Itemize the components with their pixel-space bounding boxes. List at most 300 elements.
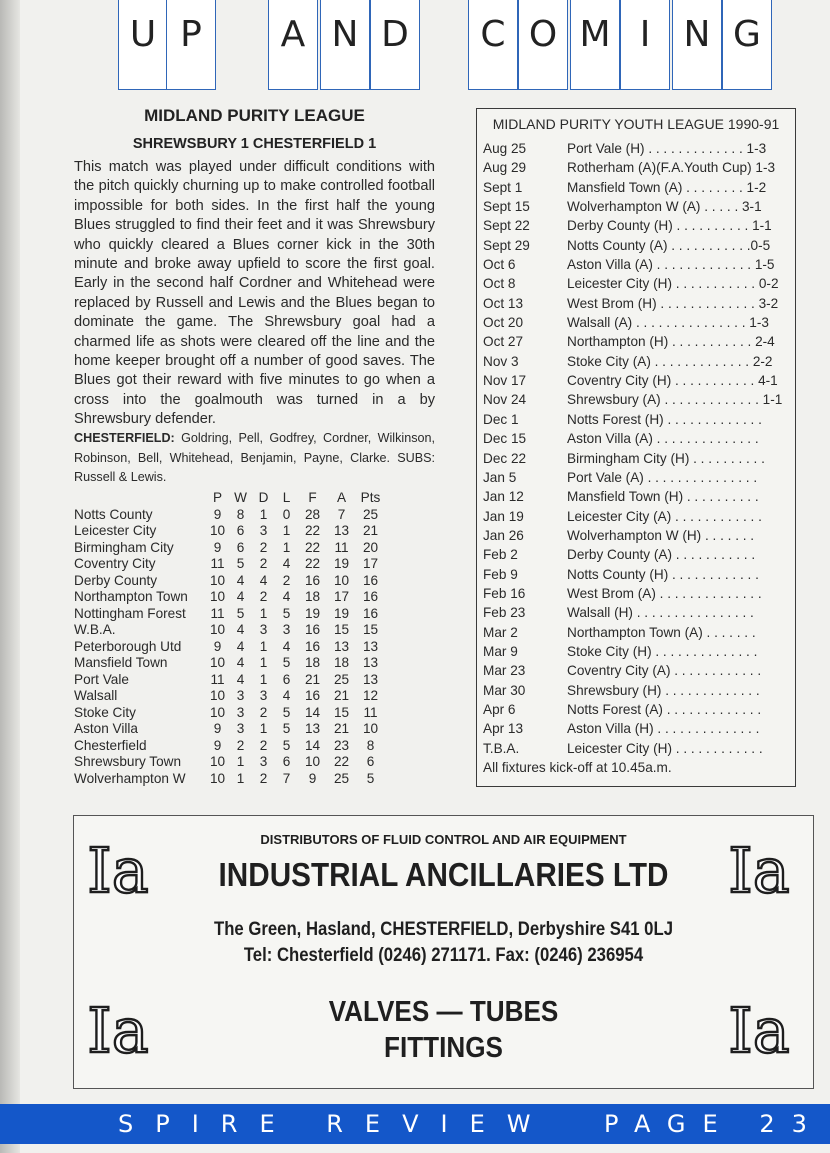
fixture-date: Jan 5 (483, 469, 517, 485)
advert-address: The Green, Hasland, CHESTERFIELD, Derbyshire S41 0LJ (213, 919, 674, 940)
fixture-row (483, 274, 795, 293)
fixture-row (483, 313, 795, 332)
cell-drawn: 2 (259, 737, 268, 753)
heading-letter-box (518, 0, 568, 90)
fixture-date: Aug 25 (483, 141, 527, 156)
cell-drawn: 2 (259, 556, 268, 571)
cell-points: 21 (362, 523, 379, 538)
cell-lost: 5 (282, 721, 291, 736)
fixture-list (483, 139, 795, 775)
cell-drawn: 3 (259, 754, 268, 769)
cell-goals-against: 15 (333, 704, 350, 720)
cell-lost: 4 (282, 589, 291, 604)
fixture-row (483, 487, 795, 506)
cell-goals-against: 10 (333, 572, 350, 588)
table-row (72, 738, 385, 755)
fixture-match: Mansfield Town (A) . . . . . . . . 1-2 (567, 179, 767, 195)
table-row (72, 523, 385, 540)
cell-won: 4 (236, 671, 245, 687)
cell-points: 13 (362, 671, 379, 687)
cell-goals-against: 23 (333, 737, 350, 753)
squad-label: CHESTERFIELD: (74, 431, 175, 445)
table-row (72, 622, 385, 639)
cell-points: 16 (362, 589, 379, 604)
table-row (72, 606, 385, 623)
fixture-match: Notts Forest (A) . . . . . . . . . . . . . (567, 701, 762, 717)
fixture-match: Leicester City (H) . . . . . . . . . . . . (567, 740, 763, 756)
cell-team-name: Shrewsbury Town (74, 754, 182, 769)
cell-lost: 1 (282, 539, 291, 555)
cell-goals-for: 28 (304, 506, 321, 522)
fixture-row (483, 739, 795, 758)
fixture-row (483, 178, 795, 197)
cell-drawn: 3 (259, 523, 268, 538)
cell-goals-against: 21 (333, 688, 350, 703)
cell-lost: 4 (282, 688, 291, 703)
fixture-date: Sept 15 (483, 199, 530, 215)
fixture-match: Stoke City (H) . . . . . . . . . . . . . . (567, 643, 758, 659)
cell-played: 11 (210, 605, 225, 621)
fixture-date: T.B.A. (483, 740, 520, 756)
cell-played: 11 (210, 671, 225, 687)
cell-points: 5 (366, 770, 375, 786)
fixture-date: Nov 17 (483, 373, 527, 389)
squad-players: Goldring, Pell, Godfrey, Cordner, Wilkinson, Robinson, Bell, Whitehead, Benjamin, Payne, Clarke. SUBS: Russell & Lewis. (74, 431, 435, 485)
cell-won: 4 (236, 572, 245, 588)
heading-letter-box (320, 0, 370, 90)
cell-played: 9 (213, 737, 222, 753)
cell-lost: 0 (282, 506, 291, 522)
cell-won: 8 (236, 506, 245, 522)
advert-company-name: INDUSTRIAL ANCILLARIES LTD (218, 856, 669, 893)
cell-points: 16 (362, 572, 379, 588)
fixture-match: Derby County (A) . . . . . . . . . . . (567, 547, 756, 563)
fixture-row (483, 139, 795, 158)
cell-team-name: Stoke City (74, 704, 136, 720)
svg-text:Ia: Ia (728, 838, 790, 900)
table-row (72, 507, 385, 524)
fixture-match: Rotherham (A)(F.A.Youth Cup) 1-3 (567, 160, 776, 176)
fixture-row (483, 390, 795, 409)
fixture-date: Jan 19 (483, 508, 524, 524)
cell-goals-against: 25 (333, 671, 350, 687)
cell-won: 4 (236, 655, 245, 670)
table-row (72, 655, 385, 672)
cell-team-name: Leicester City (74, 523, 157, 538)
fixture-row (483, 584, 795, 603)
cell-goals-for: 14 (304, 704, 321, 720)
ia-logo (85, 838, 151, 900)
match-report: This match was played under difficult conditions with the pitch quickly churning up to make controlled football impossible for both sides. In the first half the young Blues struggled to find their feet and it was Shrewsbury who quickly cleared a Blues corner kick in the 30th minute and broke away upfield to score the first goal. Early in the second half Cordner and Whitehead were replaced by Russell and Lewis and the Blues began to dominate the game. The Shrewsbury goal had a charmed life as shots were cleared off the line and the home keeper brought off a number of good saves. The Blues got their reward with five minutes to go when a cross into the goalmouth was turned in a by Shrewsbury defender. (74, 159, 435, 428)
cell-goals-for: 10 (304, 754, 321, 769)
league-title: MIDLAND PURITY LEAGUE (144, 106, 365, 125)
cell-team-name: Aston Villa (74, 721, 138, 736)
fixture-match: Northampton Town (A) . . . . . . . (567, 624, 756, 640)
fixture-match: Notts Forest (H) . . . . . . . . . . . . . (567, 411, 762, 427)
table-row (72, 705, 385, 722)
cell-goals-for: 21 (304, 671, 321, 687)
cell-won: 1 (236, 770, 245, 786)
fixture-match: Aston Villa (H) . . . . . . . . . . . . . . (567, 721, 760, 737)
fixture-match: Birmingham City (H) . . . . . . . . . . (567, 450, 765, 466)
heading-letter-box (570, 0, 620, 90)
ia-logo (85, 998, 151, 1060)
fixture-date: Aug 29 (483, 160, 527, 176)
cell-drawn: 3 (259, 688, 268, 703)
cell-goals-for: 16 (304, 622, 321, 637)
cell-goals-against: 19 (333, 556, 350, 571)
fixture-row (483, 661, 795, 680)
cell-lost: 5 (282, 605, 291, 621)
cell-played: 10 (209, 704, 226, 720)
cell-lost: 6 (282, 671, 291, 687)
cell-played: 9 (213, 721, 222, 736)
header-against: A (336, 490, 347, 505)
heading-letter: P (180, 14, 202, 55)
cell-drawn: 1 (259, 605, 268, 621)
fixture-match: Northampton (H) . . . . . . . . . . . 2-4 (567, 334, 775, 350)
cell-won: 4 (236, 638, 245, 654)
heading-letter: G (733, 14, 761, 55)
heading-letter: U (129, 14, 157, 55)
fixture-date: Oct 6 (483, 257, 516, 273)
fixture-match: West Brom (A) . . . . . . . . . . . . . . (567, 585, 762, 601)
fixture-row (483, 565, 795, 584)
fixture-date: Feb 2 (483, 547, 518, 563)
cell-team-name: Mansfield Town (74, 655, 168, 670)
cell-played: 10 (209, 622, 226, 637)
fixture-row (483, 449, 795, 468)
cell-goals-against: 21 (333, 721, 350, 736)
cell-drawn: 2 (259, 539, 268, 555)
cell-lost: 5 (282, 655, 291, 670)
fixture-date: Mar 30 (483, 682, 526, 698)
cell-played: 10 (209, 754, 226, 769)
cell-team-name: Peterborough Utd (74, 638, 182, 654)
cell-won: 6 (236, 523, 245, 538)
cell-points: 25 (362, 506, 379, 522)
cell-lost: 4 (282, 556, 291, 571)
fixture-match: Walsall (H) . . . . . . . . . . . . . . . . (567, 605, 754, 621)
cell-goals-against: 19 (333, 605, 350, 621)
cell-lost: 3 (282, 622, 291, 637)
cell-goals-against: 18 (333, 655, 350, 670)
fixture-match: Stoke City (A) . . . . . . . . . . . . . 2-2 (567, 353, 773, 369)
header-played: P (212, 490, 223, 505)
heading-letter-box (620, 0, 670, 90)
cell-points: 6 (366, 754, 375, 769)
cell-lost: 4 (282, 638, 291, 654)
fixture-row (483, 197, 795, 216)
fixture-match: Shrewsbury (A) . . . . . . . . . . . . . 1-1 (567, 392, 783, 408)
cell-won: 3 (236, 688, 245, 703)
cell-points: 16 (362, 605, 379, 621)
cell-won: 3 (236, 704, 245, 720)
fixture-date: Oct 27 (483, 334, 524, 350)
cell-goals-for: 16 (304, 638, 321, 654)
header-team (72, 490, 206, 507)
league-table (72, 490, 385, 787)
fixture-row (483, 681, 795, 700)
fixture-match: Port Vale (A) . . . . . . . . . . . . . . . (567, 469, 758, 485)
heading-letter: I (639, 14, 651, 55)
cell-team-name: W.B.A. (74, 622, 116, 637)
cell-lost: 1 (282, 523, 291, 538)
cell-played: 9 (213, 638, 222, 654)
cell-team-name: Wolverhampton W (74, 770, 186, 786)
cell-goals-against: 22 (333, 754, 350, 769)
cell-points: 17 (362, 556, 379, 571)
advert-products-line-2: FITTINGS (384, 1032, 503, 1064)
heading-letter-box (166, 0, 216, 90)
cell-played: 10 (209, 688, 226, 703)
cell-lost: 2 (282, 572, 291, 588)
cell-lost: 6 (282, 754, 291, 769)
table-row (72, 540, 385, 557)
fixture-row (483, 410, 795, 429)
cell-points: 15 (362, 622, 379, 637)
fixture-row (483, 507, 795, 526)
heading-letter: N (683, 14, 711, 55)
cell-drawn: 4 (259, 572, 268, 588)
fixture-match: Aston Villa (A) . . . . . . . . . . . . . . (567, 431, 759, 447)
cell-goals-against: 15 (333, 622, 350, 637)
fixture-date: Apr 6 (483, 701, 516, 717)
cell-points: 12 (362, 688, 379, 703)
header-drawn: D (258, 490, 269, 505)
cell-goals-for: 22 (304, 523, 321, 538)
heading-letter: O (528, 14, 558, 55)
fixture-date: Dec 22 (483, 450, 527, 466)
table-row (72, 771, 385, 788)
fixture-match: Mansfield Town (H) . . . . . . . . . . (567, 489, 759, 505)
cell-won: 6 (236, 539, 245, 555)
table-row (72, 721, 385, 738)
cell-points: 13 (362, 655, 379, 670)
cell-won: 4 (236, 589, 245, 604)
cell-played: 10 (209, 589, 226, 604)
fixture-date: Sept 22 (483, 218, 530, 234)
footer-title: SPIRE REVIEW (118, 1110, 553, 1138)
cell-goals-for: 18 (304, 589, 321, 604)
cell-goals-for: 22 (304, 539, 321, 555)
cell-drawn: 1 (259, 671, 268, 687)
svg-text:Ia: Ia (87, 998, 149, 1060)
heading-letter: C (480, 14, 506, 55)
fixture-match: Wolverhampton W (H) . . . . . . . (567, 527, 755, 543)
cell-won: 1 (236, 754, 245, 769)
cell-played: 10 (209, 523, 226, 538)
header-points: Pts (360, 490, 381, 505)
cell-team-name: Derby County (74, 572, 158, 588)
fixture-match: Coventry City (H) . . . . . . . . . . . 4-1 (567, 373, 778, 389)
fixture-date: Mar 23 (483, 663, 526, 679)
cell-goals-for: 14 (304, 737, 321, 753)
fixture-date: Oct 20 (483, 315, 524, 331)
cell-points: 10 (362, 721, 379, 736)
fixture-date: Feb 23 (483, 605, 526, 621)
fixture-date: Nov 3 (483, 353, 519, 369)
heading-letter-box (370, 0, 420, 90)
table-row (72, 556, 385, 573)
table-row (72, 589, 385, 606)
fixture-row (483, 468, 795, 487)
fixture-date: Mar 9 (483, 643, 518, 659)
fixture-date: Mar 2 (483, 624, 518, 640)
heading-letter: N (331, 14, 359, 55)
header-lost: L (282, 490, 291, 505)
fixture-date: Feb 16 (483, 585, 526, 601)
ia-logo (726, 998, 792, 1060)
heading-letter-box (722, 0, 772, 90)
cell-won: 5 (236, 605, 245, 621)
fixture-row (483, 719, 795, 738)
fixture-date: Nov 24 (483, 392, 527, 408)
league-table-header (72, 490, 385, 507)
heading-letter-box (268, 0, 318, 90)
fixture-match: Leicester City (A) . . . . . . . . . . . . (567, 508, 762, 524)
fixture-row (483, 623, 795, 642)
fixture-row (483, 216, 795, 235)
cell-drawn: 1 (259, 721, 268, 736)
cell-team-name: Coventry City (74, 556, 156, 571)
fixture-match: Notts County (A) . . . . . . . . . . .0-5 (567, 237, 771, 253)
cell-drawn: 3 (259, 622, 268, 637)
fixture-match: Walsall (A) . . . . . . . . . . . . . . . 1-3 (567, 315, 769, 331)
cell-played: 9 (213, 506, 222, 522)
cell-goals-for: 19 (304, 605, 321, 621)
cell-drawn: 1 (259, 638, 268, 654)
kickoff-note: All fixtures kick-off at 10.45a.m. (483, 760, 672, 775)
cell-lost: 5 (282, 704, 291, 720)
fixture-row (483, 371, 795, 390)
svg-text:Ia: Ia (728, 998, 790, 1060)
fixture-row (483, 236, 795, 255)
youth-fixtures-box (476, 108, 796, 787)
cell-won: 4 (236, 622, 245, 637)
fixture-date: Sept 1 (483, 179, 523, 195)
cell-team-name: Birmingham City (74, 539, 174, 555)
league-table-body (72, 507, 385, 788)
fixture-row (483, 545, 795, 564)
heading-letter-box (118, 0, 168, 90)
table-row (72, 754, 385, 771)
fixture-row (483, 603, 795, 622)
cell-won: 2 (236, 737, 245, 753)
cell-goals-against: 13 (333, 523, 350, 538)
cell-goals-for: 13 (304, 721, 321, 736)
cell-goals-against: 25 (333, 770, 350, 786)
footer-bar (0, 1104, 830, 1144)
cell-points: 11 (363, 704, 378, 720)
cell-drawn: 2 (259, 704, 268, 720)
table-row (72, 639, 385, 656)
cell-lost: 7 (282, 770, 291, 786)
fixture-row (483, 700, 795, 719)
fixture-match: Aston Villa (A) . . . . . . . . . . . . . 1-5 (567, 257, 775, 273)
cell-goals-for: 9 (308, 770, 317, 786)
table-row (72, 688, 385, 705)
fixture-match: Port Vale (H) . . . . . . . . . . . . . 1-3 (567, 141, 767, 156)
fixture-row (483, 429, 795, 448)
cell-goals-for: 18 (304, 655, 321, 670)
fixture-match: Leicester City (H) . . . . . . . . . . . 0-2 (567, 276, 779, 292)
ia-logo (726, 838, 792, 900)
cell-points: 8 (366, 737, 375, 753)
cell-team-name: Northampton Town (74, 589, 188, 604)
cell-team-name: Chesterfield (74, 737, 147, 753)
fixture-row (483, 255, 795, 274)
cell-points: 20 (362, 539, 379, 555)
fixture-date: Jan 12 (483, 489, 524, 505)
fixture-row (483, 332, 795, 351)
cell-goals-for: 16 (304, 572, 321, 588)
fixture-match: Shrewsbury (H) . . . . . . . . . . . . . (567, 682, 760, 698)
table-row (72, 672, 385, 689)
fixture-date: Oct 13 (483, 295, 524, 311)
cell-team-name: Walsall (74, 688, 118, 703)
fixture-date: Jan 26 (483, 527, 524, 543)
svg-text:Ia: Ia (87, 838, 149, 900)
fixture-match: Wolverhampton W (A) . . . . . 3-1 (567, 199, 762, 215)
cell-goals-for: 22 (304, 556, 321, 571)
fixture-match: Coventry City (A) . . . . . . . . . . . . (567, 663, 762, 679)
page-spine (0, 0, 20, 1153)
fixture-date: Dec 1 (483, 411, 519, 427)
cell-played: 11 (210, 556, 225, 571)
advertisement (73, 815, 814, 1089)
fixture-row (483, 526, 795, 545)
footer-page-number: PAGE 23 (604, 1110, 824, 1138)
heading-letter: A (280, 14, 306, 55)
heading-letter-box (672, 0, 722, 90)
fixture-row (483, 294, 795, 313)
fixture-match: Notts County (H) . . . . . . . . . . . . (567, 566, 759, 582)
header-for: F (308, 490, 317, 505)
youth-league-title: MIDLAND PURITY YOUTH LEAGUE 1990-91 (492, 116, 780, 132)
cell-team-name: Port Vale (74, 671, 129, 687)
cell-goals-for: 16 (304, 688, 321, 703)
fixture-match: West Brom (H) . . . . . . . . . . . . . 3-2 (567, 295, 779, 311)
header-won: W (234, 490, 247, 505)
cell-goals-against: 17 (333, 589, 350, 604)
fixture-row (483, 158, 795, 177)
cell-goals-against: 7 (337, 506, 346, 522)
cell-lost: 5 (282, 737, 291, 753)
fixture-match: Derby County (H) . . . . . . . . . . 1-1 (567, 218, 772, 234)
cell-won: 3 (236, 721, 245, 736)
squad-list (74, 429, 435, 488)
cell-played: 10 (209, 655, 226, 670)
cell-points: 13 (362, 638, 379, 654)
cell-drawn: 1 (259, 655, 268, 670)
cell-played: 10 (209, 770, 226, 786)
cell-played: 10 (209, 572, 226, 588)
advert-tagline: DISTRIBUTORS OF FLUID CONTROL AND AIR EQUIPMENT (260, 832, 627, 847)
fixture-date: Feb 9 (483, 566, 518, 582)
cell-played: 9 (213, 539, 222, 555)
advert-products-line-1: VALVES — TUBES (328, 996, 559, 1028)
fixture-date: Apr 13 (483, 721, 524, 737)
heading-letter: D (381, 14, 409, 55)
table-row (72, 573, 385, 590)
fixture-date: Oct 8 (483, 276, 516, 292)
fixture-row (483, 642, 795, 661)
cell-drawn: 2 (259, 770, 268, 786)
cell-drawn: 1 (259, 506, 268, 522)
cell-goals-against: 11 (334, 539, 349, 555)
fixture-row (483, 352, 795, 371)
